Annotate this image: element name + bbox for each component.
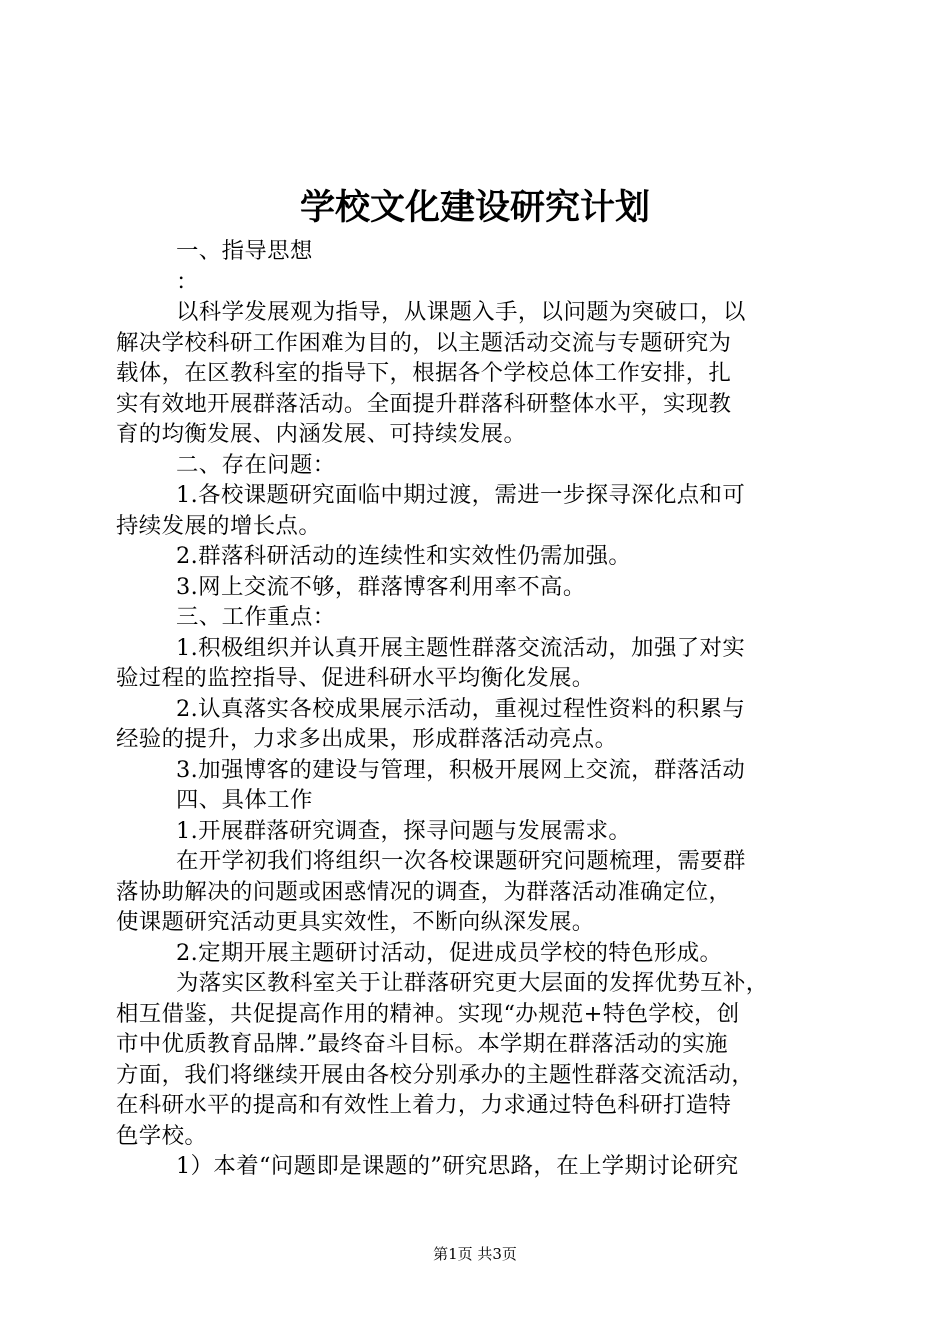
paragraph-line: 解决学校科研工作困难为目的，以主题活动交流与专题研究为 [116,329,732,356]
paragraph-line: 实有效地开展群落活动。全面提升群落科研整体水平，实现教 [116,390,732,417]
paragraph-line: 在科研水平的提高和有效性上着力，力求通过特色科研打造特 [116,1092,732,1118]
paragraph-line: 使课题研究活动更具实效性，不断向纵深发展。 [116,909,595,935]
paragraph-line: 载体，在区教科室的指导下，根据各个学校总体工作安排，扎 [116,360,732,386]
paragraph-line: 2.定期开展主题研讨活动，促进成员学校的特色形成。 [176,939,723,966]
paragraph-line: 市中优质教育品牌.”最终奋斗目标。本学期在群落活动的实施 [116,1031,728,1057]
heading-line: 二、存在问题： [176,451,336,478]
paragraph-line: 持续发展的增长点。 [116,512,322,539]
paragraph-line: 2.认真落实各校成果展示活动，重视过程性资料的积累与 [176,695,746,722]
document-title: 学校文化建设研究计划 [299,187,650,228]
paragraph-line: 1.积极组织并认真开展主题性群落交流活动，加强了对实 [176,634,746,661]
page-footer: 第1页 共3页 [433,1245,517,1263]
paragraph-line: 育的均衡发展、内涵发展、可持续发展。 [116,421,527,447]
paragraph-line: 色学校。 [116,1122,208,1149]
paragraph-line: 为落实区教科室关于让群落研究更大层面的发挥优势互补， [176,970,769,996]
paragraph-line: 2.群落科研活动的连续性和实效性仍需加强。 [176,543,632,569]
paragraph-line: 验过程的监控指导、促进科研水平均衡化发展。 [116,665,595,691]
paragraph-line: 方面，我们将继续开展由各校分别承办的主题性群落交流活动， [116,1061,755,1088]
paragraph-line: 1.开展群落研究调查，探寻问题与发展需求。 [176,817,632,844]
heading-line: 四、具体工作 [176,787,313,813]
paragraph-line: 经验的提升，力求多出成果，形成群落活动亮点。 [116,726,618,752]
paragraph-line: 1）本着“问题即是课题的”研究思路，在上学期讨论研究 [176,1153,739,1179]
paragraph-line: 3.加强博客的建设与管理，积极开展网上交流，群落活动 [176,756,746,783]
paragraph-line: 在开学初我们将组织一次各校课题研究问题梳理，需要群 [176,848,746,874]
paragraph-line: 以科学发展观为指导，从课题入手，以问题为突破口，以 [176,299,746,325]
heading-line: 一、指导思想 [176,238,313,264]
paragraph-line: 1.各校课题研究面临中期过渡，需进一步探寻深化点和可 [176,482,746,508]
heading-line: 三、工作重点： [176,604,336,630]
paragraph-line: ： [176,268,199,295]
document-body [116,236,832,1182]
paragraph-line: 落协助解决的问题或困惑情况的调查，为群落活动准确定位， [116,878,732,905]
paragraph-line: 相互借鉴，共促提高作用的精神。实现“办规范+特色学校，创 [116,1000,740,1027]
paragraph-line: 3.网上交流不够，群落博客利用率不高。 [176,573,586,600]
